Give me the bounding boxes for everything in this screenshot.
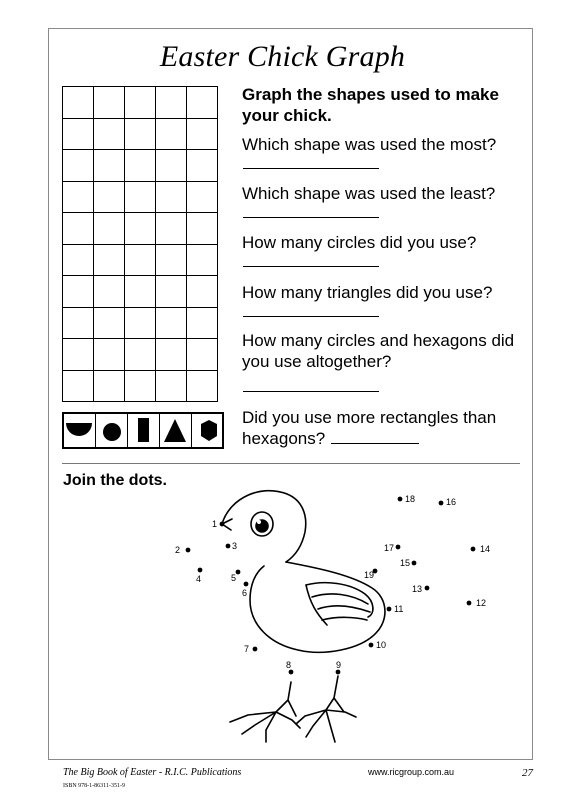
dot-18[interactable] [398,497,403,502]
dot-9[interactable] [336,670,341,675]
dot-1[interactable] [220,522,225,527]
dot-2[interactable] [186,548,191,553]
dot-label-7: 7 [244,644,250,654]
dot-14[interactable] [471,547,476,552]
dot-10[interactable] [369,643,374,648]
dot-label-4: 4 [196,574,202,584]
dot-label-6: 6 [242,588,248,598]
question-most: Which shape was used the most? [242,135,497,154]
dot-4[interactable] [198,568,203,573]
footer-book-name: The Big Book of Easter [63,767,157,778]
dot-11[interactable] [387,607,392,612]
dot-15[interactable] [412,561,417,566]
instructions-heading: Graph the shapes used to make your chick. [242,85,499,125]
dot-8[interactable] [289,670,294,675]
dot-label-9: 9 [336,660,342,670]
dot-label-8: 8 [286,660,292,670]
chick-foot-left [230,712,300,742]
dot-16[interactable] [439,501,444,506]
dot-label-10: 10 [376,640,387,650]
dot-3[interactable] [226,544,231,549]
dot-label-5: 5 [231,573,237,583]
dot-label-1: 1 [212,519,218,529]
question-circles-hexagons: How many circles and hexagons did you use altogether? [242,331,515,371]
question-least: Which shape was used the least? [242,184,496,203]
dot-label-14: 14 [480,544,491,554]
question-circles: How many circles did you use? [242,233,477,252]
question-triangles: How many triangles did you use? [242,283,493,302]
footer-website[interactable]: www.ricgroup.com.au [368,767,455,777]
dot-12[interactable] [467,601,472,606]
dot-label-12: 12 [476,598,487,608]
footer-isbn: ISBN 978-1-86311-351-9 [63,783,125,789]
dot-5[interactable] [236,570,241,575]
dot-label-3: 3 [232,541,238,551]
dot-17[interactable] [396,545,401,550]
dot-label-15: 15 [400,558,411,568]
dot-label-19: 19 [364,570,375,580]
chick-leg-left [276,682,296,716]
footer-book-title [63,767,241,778]
chick-foot-right [296,710,356,742]
dot-label-11: 11 [394,604,404,614]
dot-label-18: 18 [405,494,416,504]
dot-label-2: 2 [175,545,181,555]
chick-leg-right [326,676,344,712]
join-dots-heading: Join the dots. [63,472,167,489]
dot-13[interactable] [425,586,430,591]
dot-7[interactable] [253,647,258,652]
dot-6[interactable] [244,582,249,587]
dot-label-16: 16 [446,497,457,507]
dot-label-13: 13 [412,584,423,594]
question-rectangles-hexagons-text: Did you use more rectangles than hexagons? [242,408,497,448]
page-title: Easter Chick Graph [159,40,406,73]
page-number: 27 [522,767,533,779]
dot-label-17: 17 [384,543,395,553]
footer-publisher: - R.I.C. Publications [156,767,242,778]
